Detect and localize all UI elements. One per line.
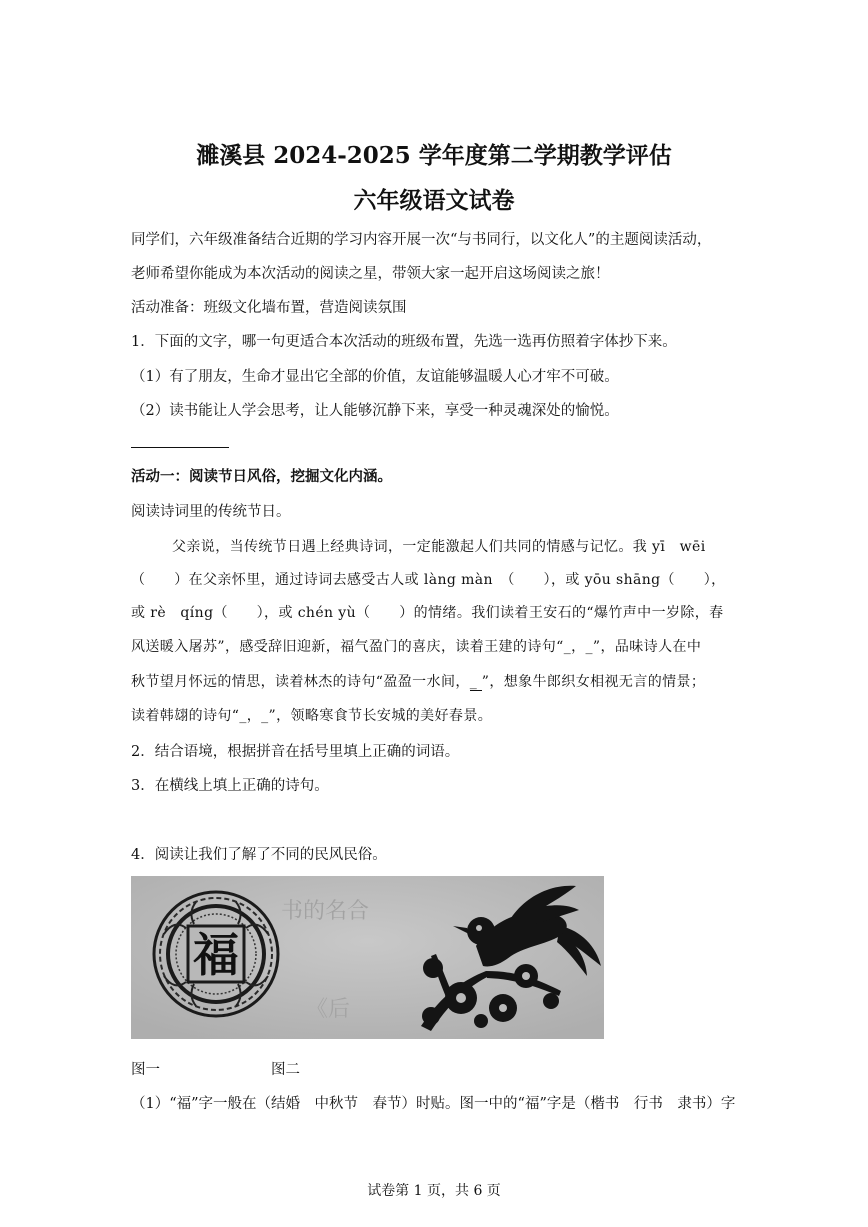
exam-title: 濉溪县 2024-2025 学年度第二学期教学评估 — [196, 142, 672, 169]
page-footer: 试卷第 1 页，共 6 页 — [367, 1183, 501, 1199]
passage-line-4: 风送暖入屠苏”，感受辞旧迎新，福气盈门的喜庆，读着王建的诗句“_，_”，品味诗人在中 — [131, 639, 702, 655]
intro-line-2: 老师希望你能成为本次活动的阅读之星，带领大家一起开启这场阅读之旅！ — [131, 266, 610, 282]
passage-line-2: （ ）在父亲怀里，通过诗词去感受古人或 làng màn （ ），或 yōu shāng（ ）， — [131, 572, 726, 588]
activity-1-subheading: 阅读诗词里的传统节日。 — [131, 504, 291, 520]
passage-line-6: 读着韩翃的诗句“_，_”，领略寒食节长安城的美好春景。 — [131, 708, 493, 724]
passage-line-5-start: 秋节望月怀远的情思，读着林杰的诗句“盈盈一水间， — [131, 674, 470, 690]
passage-line-1: 父亲说，当传统节日遇上经典诗词，一定能激起人们共同的情感与记忆。我 yī wēi — [172, 539, 706, 555]
question-1-option-1: （1）有了朋友，生命才显出它全部的价值，友谊能够温暖人心才牢不可破。 — [131, 369, 619, 385]
passage-line-5-end: ”，想象牛郎织女相视无言的情景； — [481, 674, 706, 690]
answer-line — [131, 447, 229, 448]
intro-line-1: 同学们，六年级准备结合近期的学习内容开展一次“与书同行，以文化人”的主题阅读活动， — [131, 232, 712, 248]
question-3: 3．在横线上填上正确的诗句。 — [131, 778, 329, 794]
fu-character: 福 — [193, 928, 239, 982]
figure-2-caption: 图二 — [271, 1062, 300, 1078]
exam-subtitle: 六年级语文试卷 — [353, 187, 515, 214]
prep-heading: 活动准备：班级文化墙布置，营造阅读氛围 — [131, 300, 407, 316]
question-4-sub-1: （1）“福”字一般在（结婚 中秋节 春节）时贴。图一中的“福”字是（楷书 行书 隶书）字 — [131, 1096, 736, 1112]
figure-1-caption: 图一 — [131, 1062, 160, 1078]
svg-text:书的名合: 书的名合 — [281, 899, 370, 924]
question-1-option-2: （2）读书能让人学会思考，让人能够沉静下来，享受一种灵魂深处的愉悦。 — [131, 403, 619, 419]
activity-1-heading: 活动一：阅读节日风俗，挖掘文化内涵。 — [131, 468, 392, 485]
poem-blank: _ — [470, 674, 482, 691]
folk-custom-illustration — [131, 876, 604, 1039]
svg-text:《后: 《后 — [306, 997, 351, 1022]
question-2: 2．结合语境，根据拼音在括号里填上正确的词语。 — [131, 744, 460, 760]
passage-line-5 — [131, 671, 705, 691]
question-1: 1．下面的文字，哪一句更适合本次活动的班级布置，先选一选再仿照着字体抄下来。 — [131, 334, 677, 350]
folk-custom-photo — [131, 876, 604, 1039]
question-4: 4．阅读让我们了解了不同的民风民俗。 — [131, 847, 387, 863]
passage-line-3: 或 rè qíng（ ），或 chén yù（ ）的情绪。我们读着王安石的“爆竹声中一岁除，春 — [131, 605, 724, 621]
